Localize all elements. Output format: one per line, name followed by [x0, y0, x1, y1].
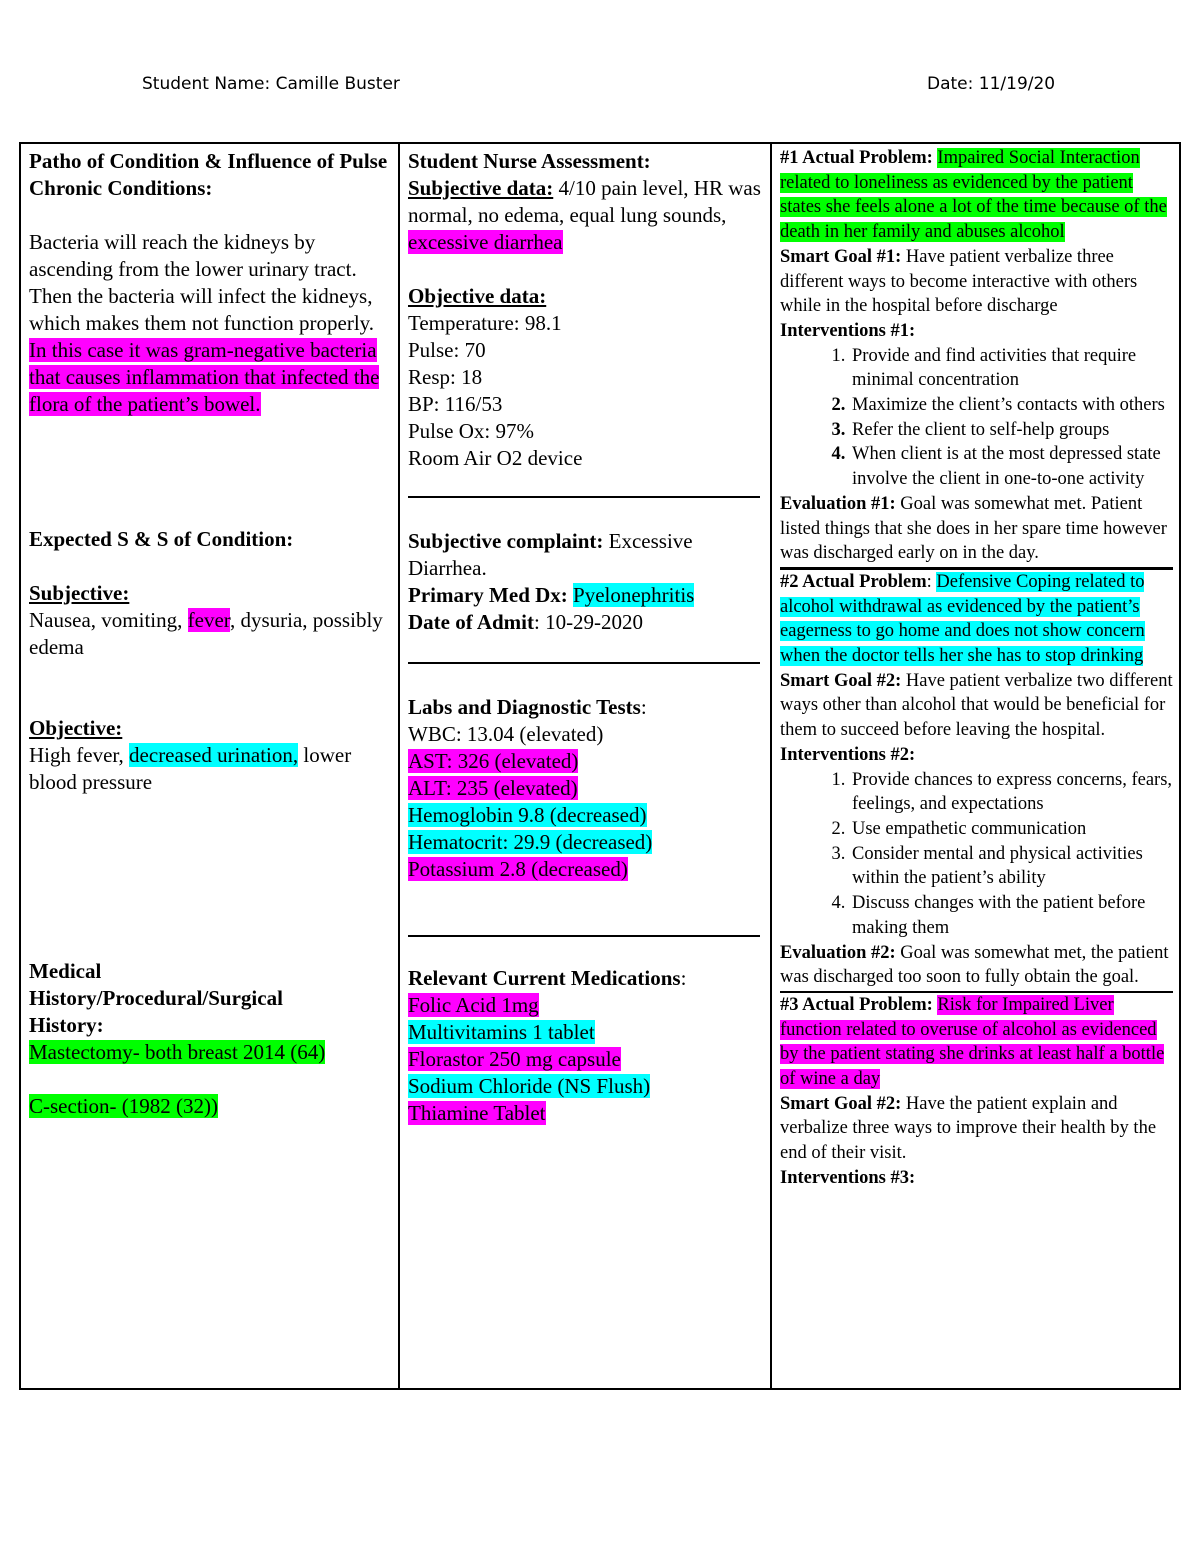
lab-hemoglobin — [408, 802, 763, 829]
vital-pulse-ox: Pulse Ox: 97% — [408, 419, 534, 443]
evaluation-1-label: Evaluation #1: — [780, 493, 896, 514]
history-mastectomy: Mastectomy- both breast 2014 (64) — [29, 1040, 326, 1064]
vital-pulse: Pulse: 70 — [408, 338, 486, 362]
goal-3 — [780, 1092, 1173, 1166]
intervention-item: 4. Discuss changes with the patient before making them — [850, 891, 1173, 940]
history-csection: C-section- (1982 (32)) — [29, 1094, 218, 1118]
intervention-item — [850, 418, 1173, 443]
labs-title — [408, 694, 763, 721]
interventions-2-list — [780, 768, 1173, 941]
expected-title: Expected S & S of Condition: — [29, 527, 294, 551]
evaluation-2 — [780, 941, 1173, 990]
intervention-item: 1. Provide chances to express concerns, fears, feelings, and expectations — [850, 768, 1173, 817]
lab-wbc — [408, 721, 763, 748]
subjective-data-label: Subjective data: — [408, 176, 554, 200]
obj-text-2: lower blood pressure — [29, 743, 352, 794]
patho-text-highlight: In this case it was gram-negative bacteria that causes inflammation that infected the flora of the patient’s bowel. — [29, 338, 380, 416]
problem-1 — [780, 146, 1173, 245]
patho-column — [29, 144, 395, 1388]
lab-potassium-text: Potassium 2.8 (decreased) — [408, 857, 628, 881]
goal-1-text: Have patient verbalize three different ways to become interactive with others while in the hospital before discharge — [780, 246, 1138, 317]
assessment-column — [408, 144, 763, 1388]
med-item — [408, 1100, 763, 1127]
section-divider — [408, 662, 760, 664]
problem-3 — [780, 993, 1173, 1092]
med-thiamine: Thiamine Tablet — [408, 1101, 546, 1125]
lab-hemoglobin-text: Hemoglobin 9.8 (decreased) — [408, 803, 647, 827]
med-folic-acid: Folic Acid 1mg — [408, 993, 539, 1017]
lab-hematocrit — [408, 829, 763, 856]
intervention-text: When client is at the most depressed state involve the client in one-to-one activity — [852, 444, 1161, 490]
column-divider — [770, 144, 772, 1388]
history-item — [29, 1093, 395, 1120]
lab-potassium — [408, 856, 763, 883]
patho-title: Patho of Condition & Influence of Pulse Chronic Conditions: — [29, 149, 388, 200]
date-of-admit — [408, 609, 763, 636]
goal-2 — [780, 669, 1173, 743]
med-florastor: Florastor 250 mg capsule — [408, 1047, 621, 1071]
problem-2-text: Defensive Coping related to alcohol withdrawal as evidenced by the patient’s eagerness to go home and does not show concern when the doctor tells her she has to stop drinking — [780, 571, 1145, 667]
problem-3-label: #3 Actual Problem: — [780, 994, 933, 1015]
lab-alt-text: ALT: 235 (elevated) — [408, 776, 578, 800]
objective-data-label: Objective data: — [408, 284, 547, 308]
med-sodium-chloride: Sodium Chloride (NS Flush) — [408, 1074, 651, 1098]
lab-ast — [408, 748, 763, 775]
lab-alt — [408, 775, 763, 802]
student-name: Student Name: Camille Buster — [142, 74, 400, 94]
obj-text-1: High fever, — [29, 743, 130, 767]
patho-text-plain: Bacteria will reach the kidneys by ascending from the lower urinary tract. Then the bacteria will infect the kidneys, which makes them not function properly. — [29, 230, 375, 335]
interventions-1-list — [780, 344, 1173, 492]
vital-temperature: Temperature: 98.1 — [408, 311, 562, 335]
subj-text-1: Nausea, vomiting, — [29, 608, 188, 632]
dx-label: Primary Med Dx: — [408, 583, 568, 607]
complaint-label: Subjective complaint: — [408, 529, 604, 553]
admit-value: : 10-29-2020 — [533, 610, 644, 634]
labs-label: Labs and Diagnostic Tests — [408, 695, 641, 719]
intervention-item: 2. Use empathetic communication — [850, 817, 1173, 842]
evaluation-1 — [780, 492, 1173, 566]
patho-text — [29, 229, 395, 418]
labs-colon: : — [640, 695, 647, 719]
vital-resp: Resp: 18 — [408, 365, 483, 389]
med-multivitamins: Multivitamins 1 tablet — [408, 1020, 595, 1044]
meds-title — [408, 965, 763, 992]
vital-o2-device: Room Air O2 device — [408, 446, 583, 470]
med-item — [408, 1019, 763, 1046]
subjective-complaint — [408, 528, 763, 582]
section-divider — [408, 496, 760, 498]
evaluation-2-text: Goal was somewhat met, the patient was discharged too soon to fully obtain the goal. — [780, 942, 1169, 988]
evaluation-2-label: Evaluation #2: — [780, 942, 896, 963]
problem-3-text: Risk for Impaired Liver function related to overuse of alcohol as evidenced by the patient stating she drinks at least half a bottle of wine a day — [780, 994, 1165, 1090]
problem-1-text: Impaired Social Interaction related to loneliness as evidenced by the patient states she feels alone a lot of the time because of the death in her family and abuses alcohol — [780, 148, 1167, 243]
history-title: Medical History/Procedural/Surgical History: — [29, 959, 283, 1037]
med-item — [408, 1073, 763, 1100]
lab-wbc-text: WBC: 13.04 (elevated) — [408, 722, 604, 746]
subjective-data-text: 4/10 pain level, HR was normal, no edema, equal lung sounds, — [408, 176, 761, 227]
goal-1-label: Smart Goal #1: — [780, 246, 902, 267]
problem-2-colon: : — [926, 571, 937, 592]
interventions-2-label: Interventions #2: — [780, 744, 916, 765]
problems-column — [780, 144, 1173, 1388]
admit-label: Date of Admit — [408, 610, 534, 634]
med-item — [408, 1046, 763, 1073]
vital-bp: BP: 116/53 — [408, 392, 503, 416]
section-divider — [408, 935, 760, 937]
obj-highlight: decreased urination, — [129, 743, 299, 767]
interventions-3-label: Interventions #3: — [780, 1167, 916, 1188]
intervention-text: Maximize the client’s contacts with others — [852, 395, 1165, 416]
goal-3-label: Smart Goal #2: — [780, 1093, 902, 1114]
intervention-item — [850, 393, 1173, 418]
subjective-data — [408, 175, 763, 256]
assessment-title: Student Nurse Assessment: — [408, 149, 651, 173]
meds-colon: : — [680, 966, 687, 990]
subjective-symptoms — [29, 607, 395, 661]
dx-value: Pyelonephritis — [573, 583, 695, 607]
objective-symptoms — [29, 742, 395, 796]
problem-2 — [780, 570, 1173, 669]
evaluation-1-text: Goal was somewhat met. Patient listed things that she does in her spare time however was discharged early on in the day. — [780, 493, 1167, 564]
subjective-data-highlight: excessive diarrhea — [408, 230, 563, 254]
primary-dx — [408, 582, 763, 609]
med-item — [408, 992, 763, 1019]
column-divider — [398, 144, 400, 1388]
goal-2-label: Smart Goal #2: — [780, 670, 902, 691]
lab-hematocrit-text: Hematocrit: 29.9 (decreased) — [408, 830, 653, 854]
intervention-item: 1. Provide and find activities that require minimal concentration — [850, 344, 1173, 393]
goal-2-text: Have patient verbalize two different ways other than alcohol that would be beneficial for them to succeed before leaving the hospital. — [780, 670, 1173, 741]
problem-2-label: #2 Actual Problem — [780, 571, 927, 592]
interventions-1-label: Interventions #1: — [780, 320, 916, 341]
complaint-text: Excessive Diarrhea. — [408, 529, 693, 580]
intervention-text: Refer the client to self-help groups — [852, 419, 1110, 440]
objective-title: Objective: — [29, 716, 123, 740]
subj-fever: fever — [187, 608, 230, 632]
problem-1-label: #1 Actual Problem: — [780, 148, 933, 168]
meds-label: Relevant Current Medications — [408, 966, 681, 990]
history-item — [29, 1039, 395, 1066]
lab-ast-text: AST: 326 (elevated) — [408, 749, 579, 773]
intervention-item: 3. Consider mental and physical activities within the patient’s ability — [850, 842, 1173, 891]
goal-3-text: Have the patient explain and verbalize three ways to improve their health by the end of their visit. — [780, 1093, 1157, 1164]
subj-text-2: , dysuria, possibly edema — [29, 608, 383, 659]
care-plan-table — [19, 142, 1181, 1390]
goal-1 — [780, 245, 1173, 319]
subjective-title: Subjective: — [29, 581, 130, 605]
intervention-item — [850, 442, 1173, 491]
document-date: Date: 11/19/20 — [927, 74, 1056, 94]
